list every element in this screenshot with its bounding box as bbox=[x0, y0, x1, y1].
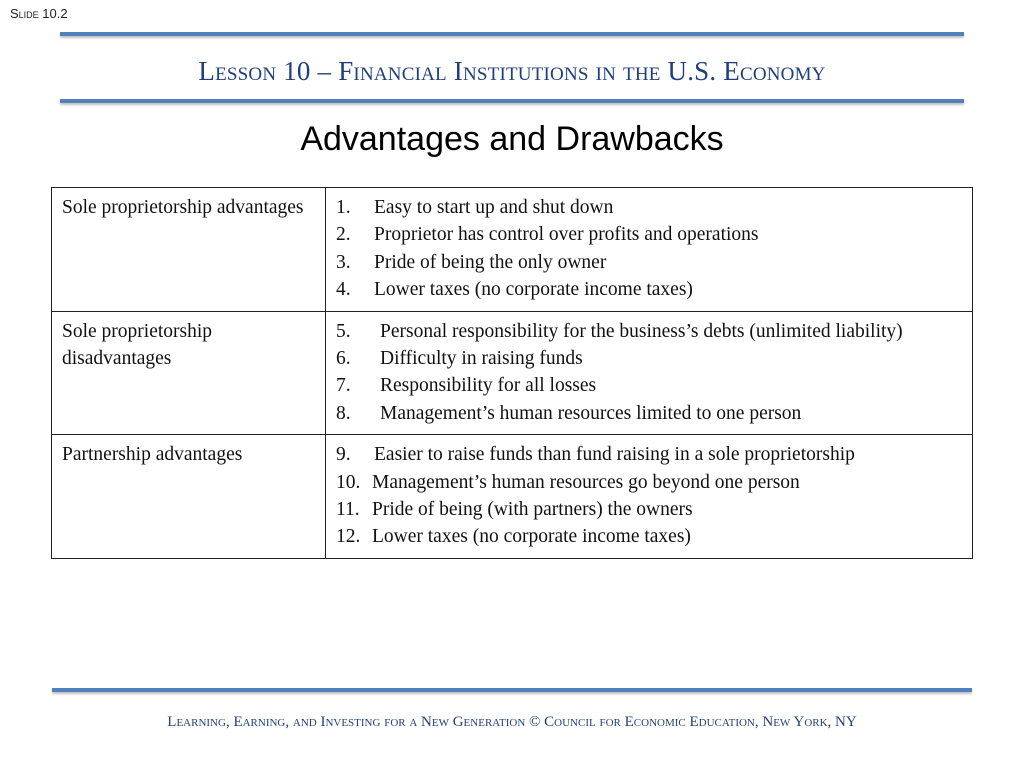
title-divider bbox=[60, 99, 964, 103]
row-items bbox=[326, 188, 973, 312]
list-item bbox=[336, 194, 962, 221]
list-item bbox=[336, 469, 962, 496]
item-text: Easy to start up and shut down bbox=[374, 197, 614, 218]
item-number: 5. bbox=[336, 320, 351, 342]
item-number: 1. bbox=[336, 197, 351, 218]
item-number: 10. bbox=[336, 471, 361, 493]
item-text: Lower taxes (no corporate income taxes) bbox=[372, 526, 691, 548]
row-items bbox=[326, 311, 973, 435]
item-text: Management’s human resources go beyond one person bbox=[372, 471, 800, 493]
item-text: Responsibility for all losses bbox=[380, 375, 597, 397]
list-item bbox=[336, 276, 962, 303]
list-item bbox=[336, 523, 962, 550]
item-number: 8. bbox=[336, 402, 351, 424]
item-number: 7. bbox=[336, 375, 351, 397]
item-number: 9. bbox=[336, 444, 351, 466]
table-row bbox=[52, 188, 973, 312]
footer-credit: Learning, Earning, and Investing for a New Generation © Council for Economic Education, New York, NY bbox=[167, 714, 857, 730]
row-label: Sole proprietorship advantages bbox=[52, 188, 326, 312]
table-row bbox=[52, 435, 973, 559]
item-text: Proprietor has control over profits and operations bbox=[374, 224, 759, 246]
item-text: Easier to raise funds than fund raising in a sole proprietorship bbox=[374, 444, 855, 466]
lesson-title: Lesson 10 – Financial Institutions in the U.S. Economy bbox=[198, 56, 826, 86]
list-item bbox=[336, 249, 962, 276]
item-text: Pride of being the only owner bbox=[374, 251, 607, 273]
item-text: Management’s human resources limited to one person bbox=[380, 402, 802, 424]
item-text: Lower taxes (no corporate income taxes) bbox=[374, 279, 693, 301]
list-item bbox=[336, 221, 962, 248]
advantages-table bbox=[51, 187, 973, 559]
row-label: Partnership advantages bbox=[52, 435, 326, 559]
item-number: 4. bbox=[336, 279, 351, 301]
item-number: 11. bbox=[336, 499, 360, 521]
list-item bbox=[336, 318, 962, 345]
list-item bbox=[336, 372, 962, 399]
list-item bbox=[336, 345, 962, 372]
item-text: Difficulty in raising funds bbox=[380, 348, 583, 370]
list-item bbox=[336, 400, 962, 427]
slide-heading: Advantages and Drawbacks bbox=[300, 120, 724, 158]
slide-number: Slide 10.2 bbox=[10, 6, 68, 21]
item-number: 6. bbox=[336, 348, 351, 370]
table-row bbox=[52, 311, 973, 435]
top-divider bbox=[60, 32, 964, 36]
item-number: 12. bbox=[336, 526, 361, 548]
row-label: Sole proprietorship disadvantages bbox=[52, 311, 326, 435]
footer-divider bbox=[52, 688, 972, 692]
item-text: Personal responsibility for the business’s debts (unlimited liability) bbox=[380, 320, 903, 342]
item-number: 2. bbox=[336, 224, 351, 246]
row-items bbox=[326, 435, 973, 559]
item-number: 3. bbox=[336, 251, 351, 273]
list-item bbox=[336, 496, 962, 523]
item-text: Pride of being (with partners) the owners bbox=[372, 499, 693, 521]
list-item bbox=[336, 441, 962, 468]
